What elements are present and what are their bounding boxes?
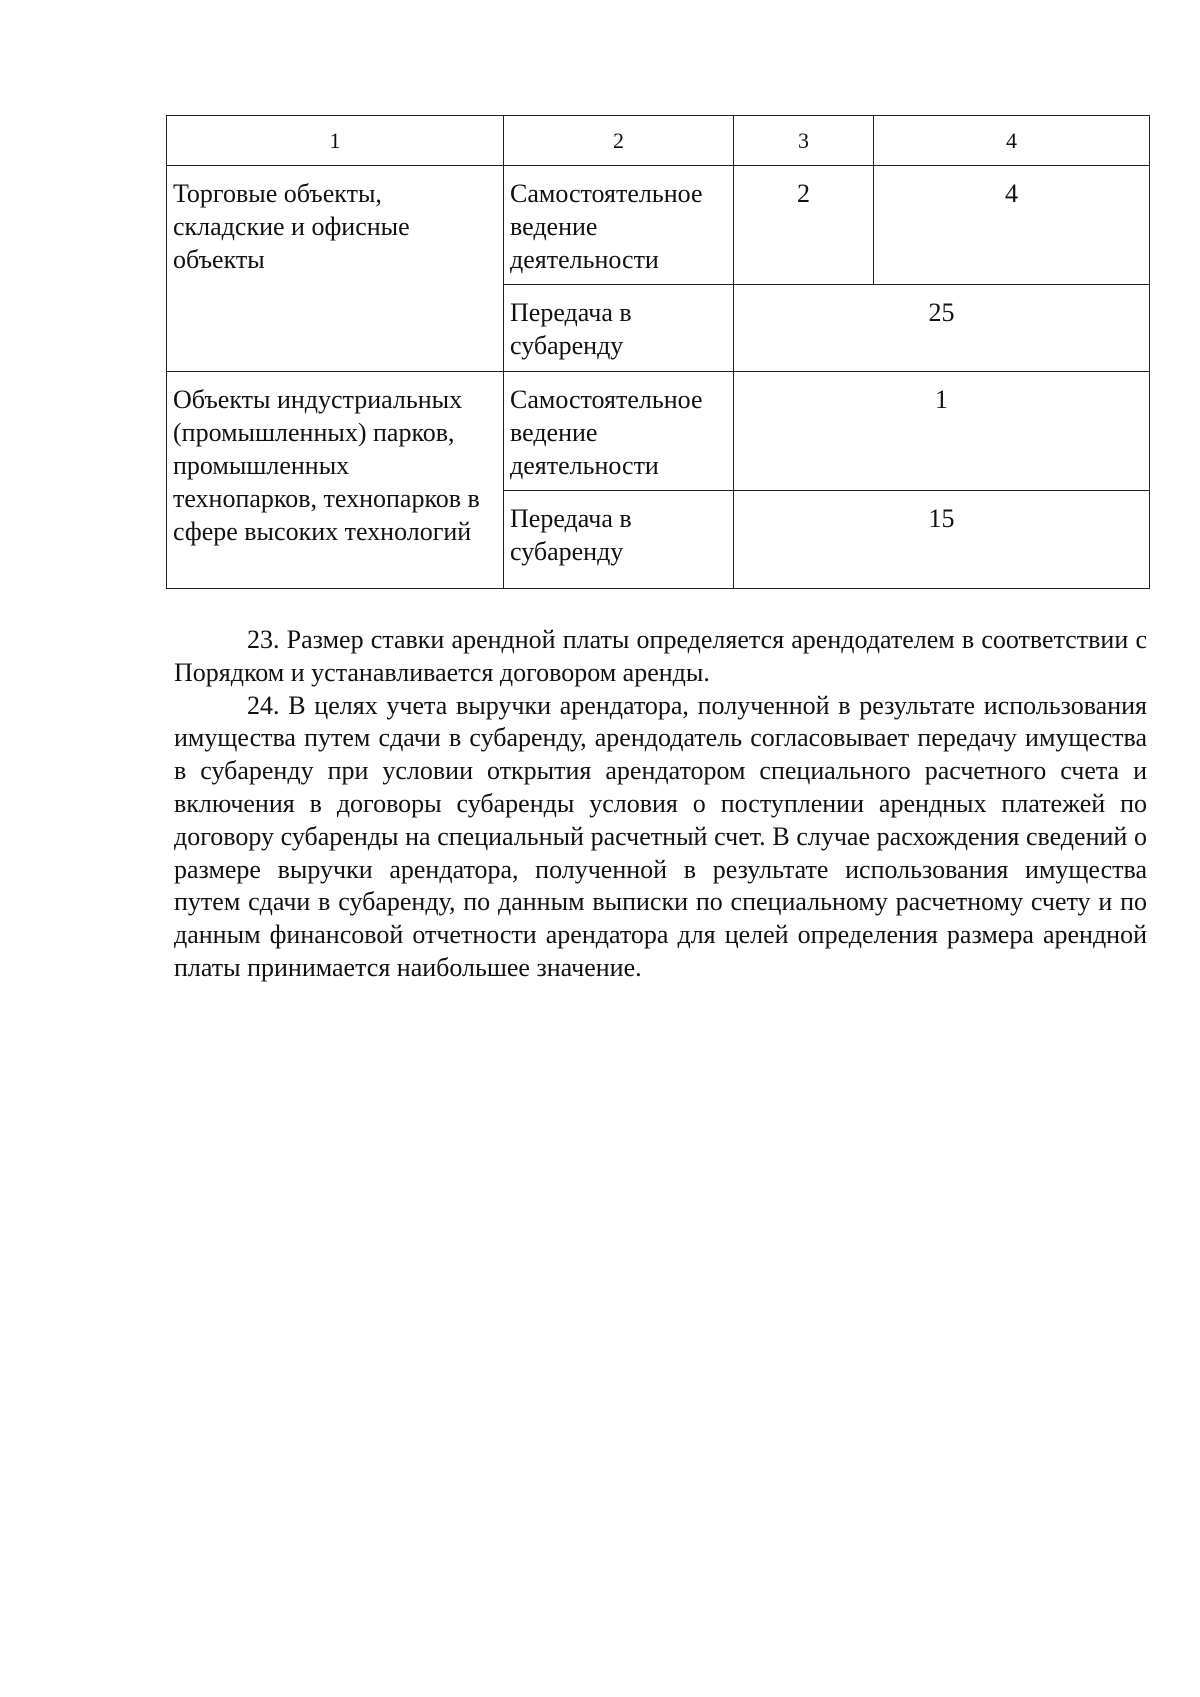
mode-cell: Передача в субаренду (504, 491, 734, 589)
table-row (167, 166, 1150, 285)
table-row (167, 372, 1150, 491)
paragraph-24: 24. В целях учета выручки арендатора, полученной в результате использования имущества путем сдачи в субаренду, арендодатель согласовывает передачу имущества в субаренду при условии открытия арендатором специального расчетного счета и включения в договоры субаренды условия о поступлении арендных платежей по договору субаренды на специальный расчетный счет. В случае расхождения сведений о размере выручки арендатора, полученной в результате использования имущества путем сдачи в субаренду, по данным выписки по специальному расчетному счету и по данным финансовой отчетности арендатора для целей определения размера арендной платы принимается наибольшее значение. (174, 690, 1147, 982)
header-cell: 3 (734, 116, 874, 166)
mode-cell: Самостоятельное ведение деятельности (504, 166, 734, 285)
body-text (174, 624, 1147, 985)
mode-cell: Передача в субаренду (504, 285, 734, 372)
header-cell: 2 (504, 116, 734, 166)
object-type-cell: Торговые объекты, складские и офисные объекты (167, 166, 504, 372)
header-cell: 1 (167, 116, 504, 166)
rate-cell: 15 (734, 491, 1150, 589)
rate-cell: 25 (734, 285, 1150, 372)
rate-cell: 1 (734, 372, 1150, 491)
rent-rate-table (166, 115, 1150, 589)
mode-cell: Самостоятельное ведение деятельности (504, 372, 734, 491)
rate-cell: 2 (734, 166, 874, 285)
header-cell: 4 (874, 116, 1150, 166)
table-header-row (167, 116, 1150, 166)
rate-cell: 4 (874, 166, 1150, 285)
paragraph-23: 23. Размер ставки арендной платы определяется арендодателем в соответствии с Порядком и устанавливается договором аренды. (174, 625, 1147, 687)
object-type-cell: Объекты индустриальных (промышленных) парков, промышленных технопарков, технопарков в сфере высоких технологий (167, 372, 504, 589)
